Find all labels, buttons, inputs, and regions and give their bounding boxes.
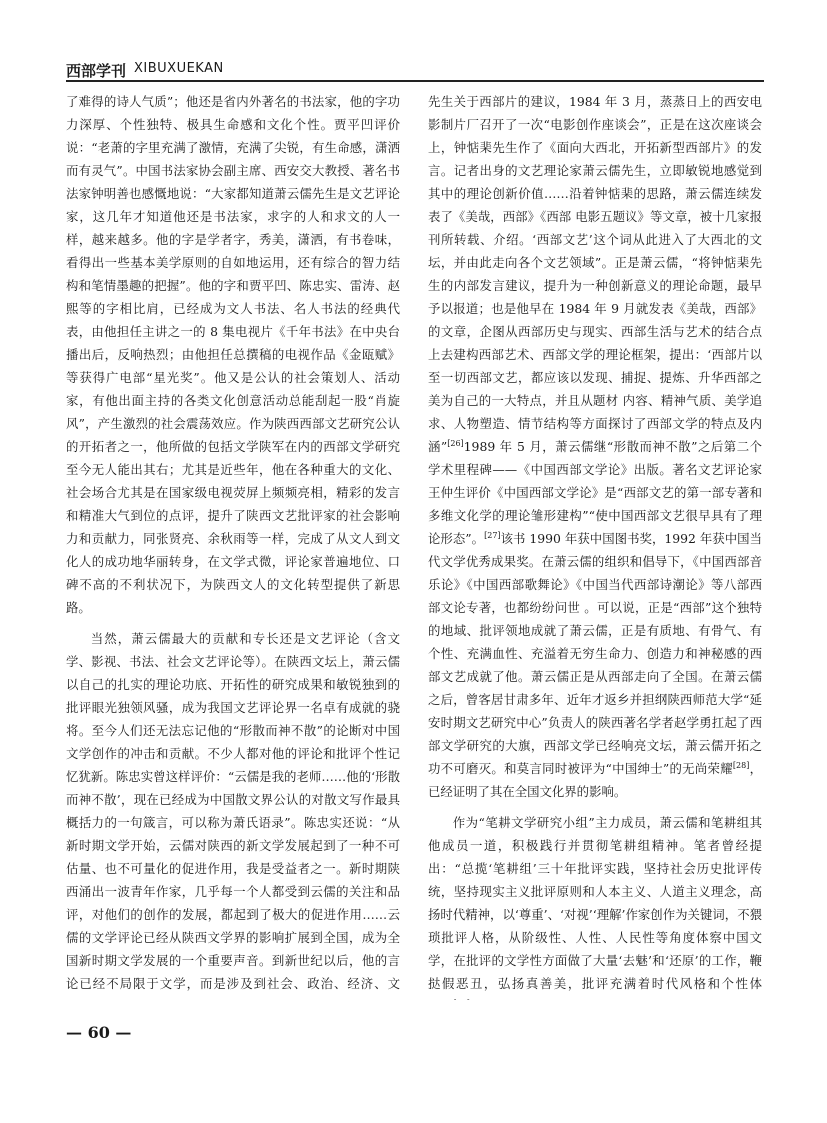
paragraph-text: 1989 年 5 月，萧云儒继“形散而神不散”之后第二个学术里程碑——《中国西部文学论》出版。著名文艺评论家王仲生评价《中国西部文学论》是“西部文艺的第一部专著和多维文化学的理论雏形建构”“使中国西部文艺很早具有了理论形态”。 [428, 439, 762, 546]
paragraph-text: 了难得的诗人气质”；他还是省内外著名的书法家，他的字功力深厚、个性独特、极具生命感和文化个性。贾平凹评价说：“老萧的字里充满了激情，充满了尖锐，有生命感，潇洒而有灵气”。中国书法家协会副主席、西安交大教授、著名书法家钟明善也感慨地说：“大家都知道萧云儒先生是文艺评论家，这几年才知道他还是书法家，求字的人和求文的人一样，越来越多。他的字是学者字，秀美，潇洒，有书卷味，看得出一些基本美学原则的自如地运用，还有综合的智力结构和笔情墨趣的把握”。他的字和贾平凹、陈忠实、雷涛、赵熙等的字相比肩，已经成为文人书法、名人书法的经典代表，由他担任主讲之一的 8 集电视片《千年书法》在中央台播出后，反响热烈；由他担任总撰稿的电视作品《金瓯赋》等获得广电部“星光奖”。他又是公认的社会策划人、活动家，有他出面主持的各类文化创意活动总能刮起一股“肖旋风”，产生激烈的社会震荡效应。作为陕西西部文艺研究公认的开拓者之一，他所做的包括文学陕军在内的西部文学研究至今无人能出其右；尤其是近些年，他在各种重大的文化、社会场合尤其是在国家级电视荧屏上频频亮相，精彩的发言和精准大气到位的点评，提升了陕西文艺批评家的社会影响力和贡献力，同张贤亮、余秋雨等一样，完成了从文人到文化人的成功地华丽转身，在文学式微，评论家普遍地位、口碑不高的不利状况下，为陕西文人的文化转型提供了新思路。 [66, 94, 400, 615]
body-paragraph [428, 811, 762, 1000]
citation-ref: [26] [447, 438, 464, 448]
paragraph-text: 作为“笔耕文学研究小组”主力成员，萧云儒和笔耕组其他成员一道，积极践行并贯彻笔耕组精神。笔者曾经提出：“总揽‘笔耕组’三十年批评实践，坚持社会历史批评传统，坚持现实主义批评原则和人本主义、人道主义理念，高扬时代精神，以‘尊重’、‘对视’‘理解’作家创作为关键词，不猥琐批评人格，从阶级性、人性、人民性等角度体察中国文学，在批评的文学性方面做了大量‘去魅’和‘还原’的工作，鞭挞假恶丑，弘扬真善美，批评充满着时代风格和个性体 [428, 815, 762, 991]
body-paragraph [428, 90, 762, 803]
paragraph-text: 该书 1990 年获中国图书奖，1992 年获中国当代文学优秀成果奖。在萧云儒的组织和倡导下，《中国西部音乐论》《中国西部歌舞论》《中国当代西部诗潮论》等八部西部文论专著，也都纷纷问世 。可以说，正是“西部”这个独特的地域、批评领地成就了萧云儒，正是有质地、有骨气、有个性、充满血性、充溢着无穷生命力、创造力和神秘感的西部文艺成就了他。萧云儒正是从西部走向了全国。在萧云儒之后，曾客居甘肃多年、近年才返乡并担纲陕西师范大学“延安时期文艺研究中心”负责人的陕西著名学者赵学勇扛起了西部文学研究的大旗，西部文学已经响亮文坛，萧云儒开拓之功不可磨灭。和莫言同时被评为“中国绅士”的无尚荣耀 [428, 531, 762, 776]
citation-ref: [28] [732, 760, 750, 770]
page-number: — 60 — [66, 1023, 132, 1042]
journal-title: 西部学刊 [66, 62, 127, 80]
citation-ref: [27] [484, 530, 501, 540]
citation-ref [453, 999, 469, 1000]
paragraph-text [428, 999, 762, 1000]
body-paragraph [66, 90, 400, 619]
paragraph-text: ，已经证明了其在全国文化界的影响。 [428, 761, 762, 799]
running-header [66, 56, 766, 82]
paragraph-text: 当然，萧云儒最大的贡献和专长还是文艺评论（含文学、影视、书法、社会文艺评论等）。在陕西文坛上，萧云儒以自己的扎实的理论功底、开拓性的研究成果和敏锐独到的批评眼光独领风骚，成为我国文艺评论界一名卓有成就的骁将。至今人们还无法忘记他的“形散而神不散”的论断对中国文学创作的冲击和贡献。不少人都对他的评论和批评个性记忆犹新。陈忠实曾这样评价：“云儒是我的老师……他的‘形散而神不散’，现在已经成为中国散文界公认的对散文写作最具概括力的一句箴言，可以称为萧氏语录”。陈忠实还说：“从新时期文学开始，云儒对陕西的新文学发展起到了一种不可估量、也不可量化的促进作用，我是受益者之一。新时期陕西涌出一波青年作家，几乎每一个人都受到云儒的关注和品评，对他们的创作的发展，都起到了极大的促进作用……云儒的文学评论已经从陕西文学界的影响扩展到全国，成为全国新时期文学发展的一个重要声音。到新世纪以后，他的言论已经不局限于文学，而是涉及到社会、政治、经济、文 [66, 631, 400, 991]
right-column [428, 90, 762, 1000]
paragraph-text: 先生关于西部片的建议，1984 年 3 月，蒸蒸日上的西安电影制片厂召开了一次“电影创作座谈会”，正是在这次座谈会上，钟惦棐先生作了《面向大西北，开拓新型西部片》的发言。记者出身的文艺理论家萧云儒先生，立即敏锐地感觉到其中的理论创新价值……沿着钟惦棐的思路，萧云儒连续发表了《美哉，西部》《西部 电影五题议》等文章，被十几家报刊所转载、介绍。‘西部文艺’这个词从此进入了大西北的文坛，并由此走向各个文艺领域”。正是萧云儒，“将钟惦棐先生的内部发言建议，提升为一种创新意义的理论命题，最早予以报道；也是他早在 1984 年 9 月就发表《美哉，西部》的文章，企图从西部历史与现实、西部生活与艺术的结合点上去建构西部艺术、西部文学的理论框架，提出：‘西部片以至一切西部文艺，都应该以发现、捕捉、提炼、升华西部之美为自己的一大特点，并且从题材 内容、精神气质、美学追求、人物塑造、情节结构等方面探讨了西部文学的特点及内涵” [428, 94, 762, 454]
header-rule [66, 80, 764, 82]
body-paragraph [66, 627, 400, 1000]
left-column [66, 90, 400, 1000]
journal-pinyin: XIBUXUEKAN [134, 61, 224, 76]
